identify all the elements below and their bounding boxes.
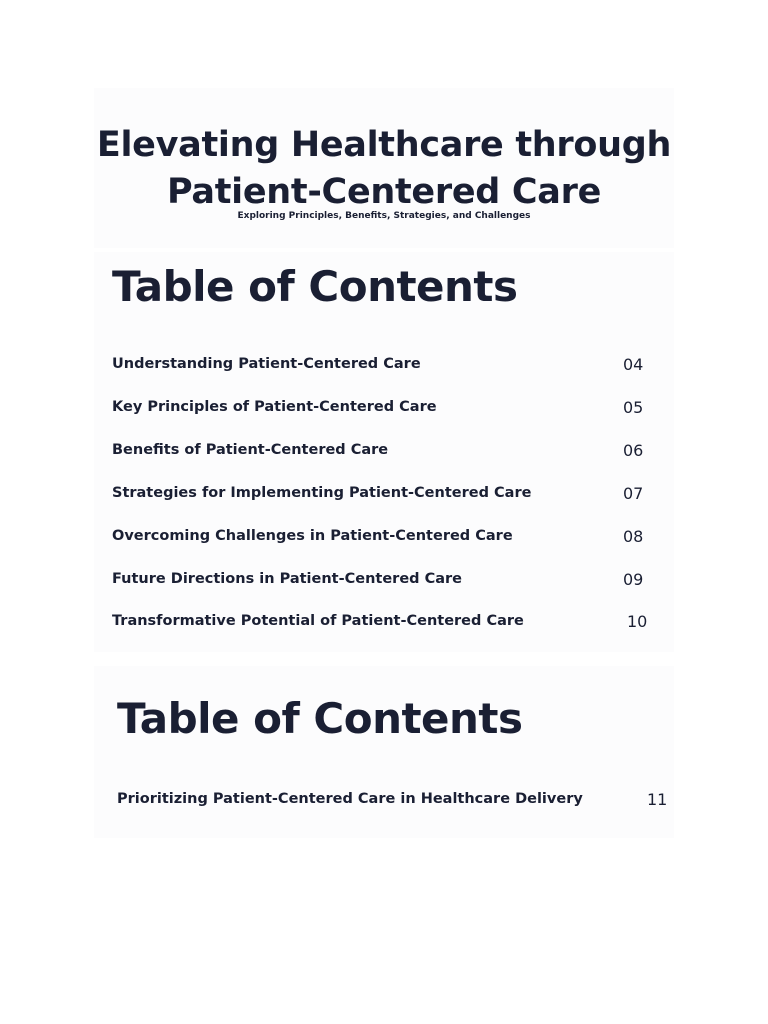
toc-entry[interactable] [112, 353, 660, 375]
toc-entry-label: Understanding Patient-Centered Care [112, 356, 421, 372]
toc-entry-label: Transformative Potential of Patient-Centered Care [112, 613, 524, 629]
toc-entry-label: Future Directions in Patient-Centered Care [112, 571, 463, 587]
toc-entry-page: 08 [623, 526, 644, 546]
toc-entry[interactable] [112, 525, 660, 547]
toc-entry[interactable] [112, 439, 660, 461]
document-title-line-1: Elevating Healthcare through [96, 125, 672, 165]
toc-entry-label: Benefits of Patient-Centered Care [112, 442, 389, 458]
toc-entry-label: Prioritizing Patient-Centered Care in Healthcare Delivery [117, 791, 583, 807]
toc-entry[interactable] [112, 610, 660, 632]
document-subtitle: Exploring Principles, Benefits, Strategies, and Challenges [237, 211, 531, 221]
toc-entry-page: 10 [627, 611, 648, 631]
title-card [94, 88, 674, 248]
document-title [94, 122, 674, 216]
toc-entry-label: Strategies for Implementing Patient-Centered Care [112, 485, 532, 501]
toc-section-2 [94, 666, 674, 838]
toc-entry[interactable] [117, 788, 668, 810]
toc-entry-page: 04 [623, 354, 644, 374]
toc-entry-page: 06 [623, 440, 644, 460]
toc-entry-page: 11 [647, 789, 668, 809]
toc-entry-label: Overcoming Challenges in Patient-Centered Care [112, 528, 513, 544]
toc-section-1 [94, 252, 674, 652]
toc-entry[interactable] [112, 482, 660, 504]
toc-entry-page: 09 [623, 569, 644, 589]
toc-entry-page: 07 [623, 483, 644, 503]
toc-entry-page: 05 [623, 397, 644, 417]
toc-heading: Table of Contents [112, 262, 518, 311]
toc-heading: Table of Contents [117, 694, 523, 743]
toc-entry-label: Key Principles of Patient-Centered Care [112, 399, 437, 415]
document-title-line-2: Patient-Centered Care [166, 172, 602, 212]
toc-entry[interactable] [112, 568, 660, 590]
toc-entry[interactable] [112, 396, 660, 418]
